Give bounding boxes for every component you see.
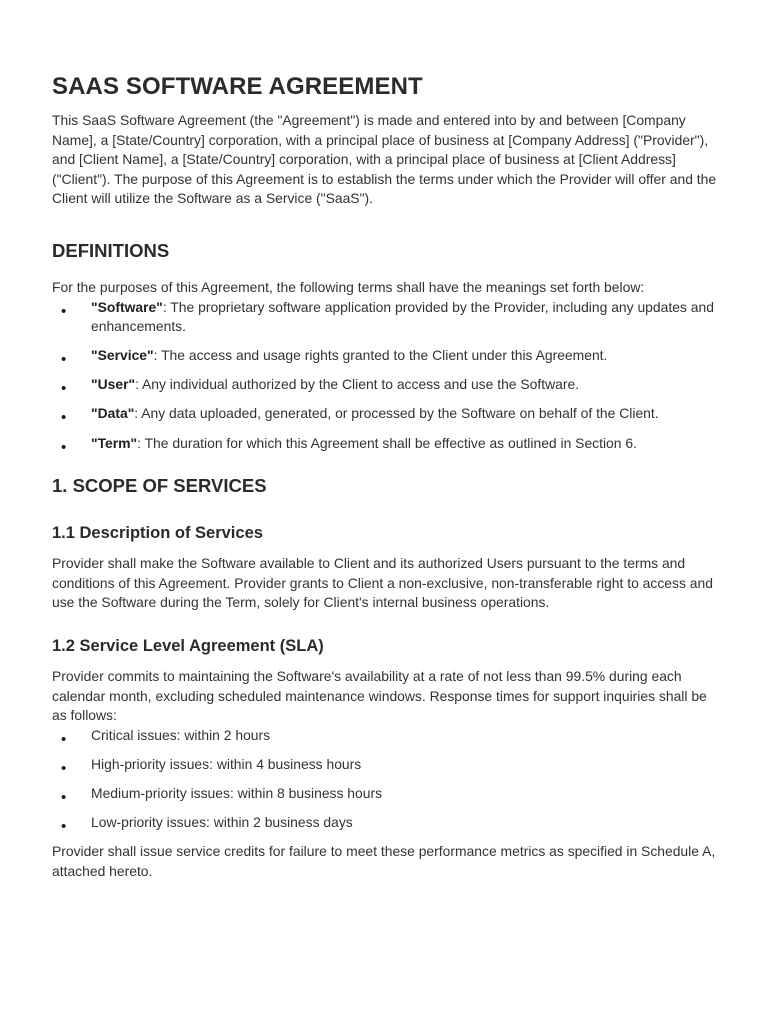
definition-item-term [52, 434, 718, 454]
sla-paragraph: Provider commits to maintaining the Software's availability at a rate of not less than 99.5% during each calendar month, excluding scheduled maintenance windows. Response times for support inquiries shall be as follows: [52, 667, 707, 724]
bullet-icon: • [61, 730, 67, 748]
sla-item-text: High-priority issues: within 4 business hours [91, 755, 362, 772]
bullet-icon: • [61, 759, 67, 777]
bullet-icon: • [61, 788, 67, 806]
definition-term: "Service" [91, 347, 154, 364]
definition-term: "Software" [91, 298, 163, 315]
definition-term: "Data" [91, 405, 135, 422]
sla-item-text: Low-priority issues: within 2 business days [91, 813, 353, 830]
description-paragraph: Provider shall make the Software available to Client and its authorized Users pursuant to the terms and conditions of this Agreement. Provider grants to Client a non-exclusive, non-transferable right to access and use the Software during the Term, solely for Client's internal business operations. [52, 555, 713, 611]
definition-term: "User" [91, 376, 136, 393]
definition-item-software [52, 298, 718, 337]
intro-paragraph: This SaaS Software Agreement (the "Agreement") is made and entered into by and between [Company Name], a [State/Country] corporation, with a principal place of business at [Company Address] ("Provider"), and [Client Name], a [State/Country] corporation, with a principal place of business at [Client Address] ("Client"). The purpose of this Agreement is to establish the terms under which the Provider will offer and the Client will utilize the Software as a Service ("SaaS"). [52, 112, 717, 207]
definition-text: : Any data uploaded, generated, or processed by the Software on behalf of the Client. [134, 405, 659, 422]
sla-item-low [52, 813, 718, 833]
bullet-icon: • [61, 409, 67, 427]
bullet-icon: • [61, 817, 67, 835]
document-title: SAAS SOFTWARE AGREEMENT [52, 73, 423, 100]
bullet-icon: • [61, 351, 67, 369]
bullet-icon: • [61, 438, 67, 456]
definition-text: : The access and usage rights granted to the Client under this Agreement. [153, 347, 608, 364]
service-credits-paragraph: Provider shall issue service credits for failure to meet these performance metrics as specified in Schedule A, attached hereto. [52, 843, 716, 879]
bullet-icon: • [61, 380, 67, 398]
definitions-heading: DEFINITIONS [52, 239, 170, 261]
definition-text: : Any individual authorized by the Client to access and use the Software. [135, 376, 580, 393]
sla-item-medium [52, 784, 718, 804]
definition-text: : The proprietary software application provided by the Provider, including any updates and enhancements. [91, 298, 714, 335]
definitions-lead: For the purposes of this Agreement, the following terms shall have the meanings set forth below: [52, 278, 645, 295]
sla-item-critical [52, 726, 718, 746]
scope-heading: 1. SCOPE OF SERVICES [52, 475, 267, 497]
description-heading: 1.1 Description of Services [52, 524, 263, 543]
sla-response-list [52, 726, 718, 833]
sla-item-text: Medium-priority issues: within 8 business hours [91, 784, 383, 801]
sla-item-high [52, 755, 718, 775]
bullet-icon: • [61, 302, 67, 320]
definitions-list [52, 298, 718, 454]
definition-text: : The duration for which this Agreement shall be effective as outlined in Section 6. [137, 434, 637, 451]
definition-item-user [52, 375, 718, 398]
definition-term: "Term" [91, 434, 138, 451]
definition-item-data [52, 404, 718, 427]
definition-item-service [52, 346, 718, 369]
sla-heading: 1.2 Service Level Agreement (SLA) [52, 636, 324, 655]
sla-item-text: Critical issues: within 2 hours [91, 726, 271, 743]
